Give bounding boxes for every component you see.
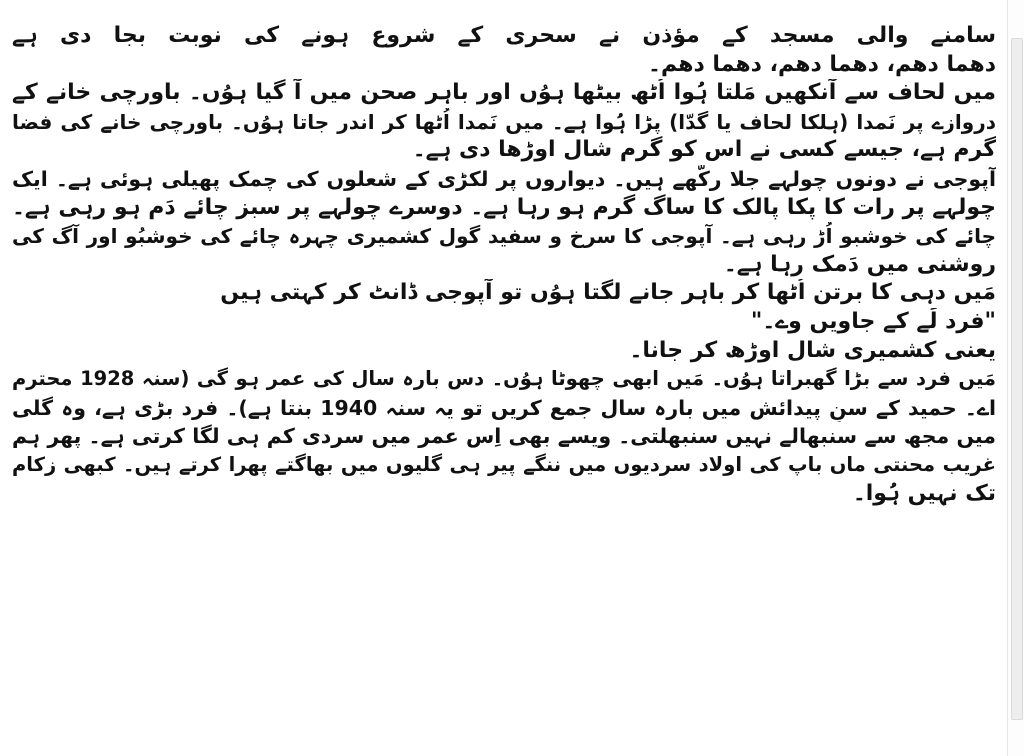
text-line: اے۔ حمید کے سنِ پیدائش میں بارہ سال جمع کریں تو یہ سنہ 1940 بنتا ہے)۔ فرد بڑی ہے، وہ گلی [12,395,996,420]
text-line: میں مجھ سے سنبھالے نہیں سنبھلتی۔ ویسے بھی اِس عمر میں سردی کم ہی لگا کرتی ہے۔ پھر ہم [12,424,996,449]
text-line: روشنی میں دَمک رہا ہے۔ [723,251,996,277]
text-line: تک نہیں ہُوا۔ [852,480,996,506]
text-line: گرم ہے، جیسے کسی نے اس کو گرم شال اوڑھا دی ہے۔ [412,137,996,163]
text-line: مَیں فرد سے بڑا گھبراتا ہوُں۔ مَیں ابھی چھوٹا ہوُں۔ دس بارہ سال کی عمر ہو گی (سنہ 1928 محترم [12,367,996,391]
text-line: سامنے والی مسجد کے مؤذن نے سحری کے شروع ہونے کی نوبت بجا دی ہے [12,23,996,48]
text-line: "فرد لَے کے جاویں وے۔" [750,308,996,334]
urdu-text-block [12,22,996,508]
text-line: چولہے پر رات کا پکا پالک کا ساگ گرم ہو رہا ہے۔ دوسرے چولہے پر سبز چائے دَم ہو رہی ہے۔ [12,194,996,220]
scrollbar-thumb[interactable] [1011,38,1023,720]
text-line: چائے کی خوشبو اُڑ رہی ہے۔ آپوجی کا سرخ و سفید گول کشمیری چہرہ چائے کی خوشبُو اور آگ کی [12,224,996,249]
text-line: آپوجی نے دونوں چولہے جلا رکّھے ہیں۔ دیواروں پر لکڑی کے شعلوں کی چمک پھیلی ہوئی ہے۔ ایک [12,166,996,191]
text-line: یعنی کشمیری شال اوڑھ کر جانا۔ [629,337,996,363]
text-line: غریب محنتی ماں باپ کی اولاد سردیوں میں ننگے پیر ہی گلیوں میں بھاگتے پھرا کرتے ہیں۔ کبھی زکام [12,452,996,476]
text-line: دروازے پر نَمدا (ہلکا لحاف یا گدّا) پڑا ہُوا ہے۔ میں نَمدا اُٹھا کر اندر جاتا ہوُں۔ باورچی خانے کی فضا [12,109,996,134]
text-line: میں لحاف سے آنکھیں مَلتا ہُوا اُٹھ بیٹھا ہوُں اور باہر صحن میں آ گیا ہوُں۔ باورچی خانے کے [12,80,996,106]
text-line: دھما دھم، دھما دھم، دھما دھم۔ [648,51,996,77]
vertical-scrollbar[interactable] [1007,0,1024,756]
text-line: مَیں دہی کا برتن اُٹھا کر باہر جانے لگتا ہوُں تو آپوجی ڈانٹ کر کہتی ہیں [220,280,996,306]
